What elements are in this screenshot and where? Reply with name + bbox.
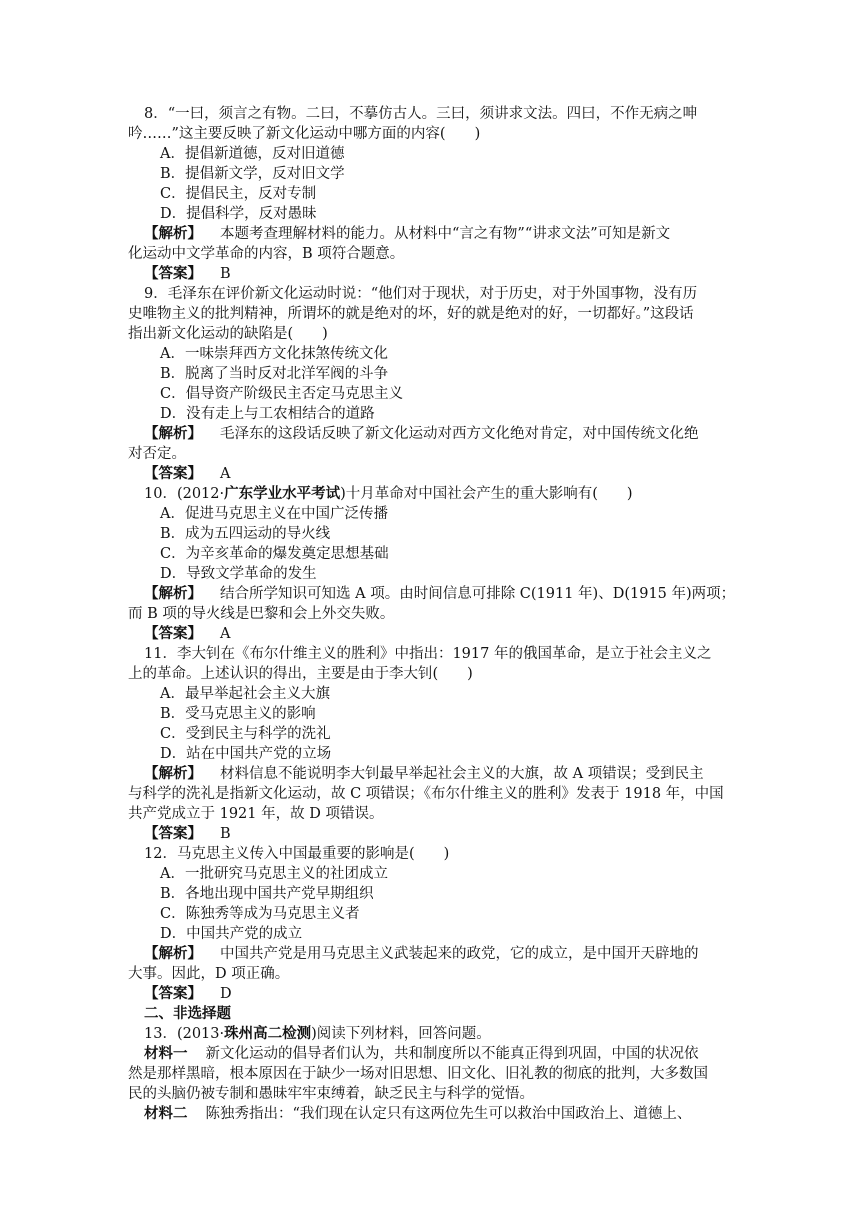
- q8-analysis-line-2: 化运动中文学革命的内容，B 项符合题意。: [128, 246, 405, 262]
- q9-analysis-line-1: [0, 424, 860, 444]
- q11-stem-line-2: 上的革命。上述认识的得出，主要是由于李大钊( ): [128, 666, 473, 682]
- q11-stem-line-1: 11．李大钊在《布尔什维主义的胜利》中指出：1917 年的俄国革命，是立于社会主义之: [144, 646, 712, 662]
- q10-number: 10．(2012·: [144, 486, 225, 502]
- q11-answer: [0, 824, 860, 844]
- q8-stem-line-2: 吟……”这主要反映了新文化运动中哪方面的内容( ): [128, 126, 481, 142]
- q9-analysis-line-2: 对否定。: [128, 446, 186, 462]
- analysis-label: 【解析】: [144, 425, 202, 442]
- answer-label: 【答案】: [144, 265, 202, 282]
- material-label: 材料二: [144, 1105, 188, 1122]
- q9-stem-line-1: 9．毛泽东在评价新文化运动时说：“他们对于现状，对于历史，对于外国事物，没有历: [144, 286, 698, 302]
- q9-option-b: B．脱离了当时反对北洋军阀的斗争: [160, 366, 389, 382]
- q10-answer: [0, 624, 860, 644]
- q12-stem: 12．马克思主义传入中国最重要的影响是( ): [144, 846, 450, 862]
- answer-value: B: [220, 266, 231, 282]
- q11-option-c: C．受到民主与科学的洗礼: [160, 726, 331, 742]
- q10-analysis-line-2: 而 B 项的导火线是巴黎和会上外交失败。: [128, 606, 395, 622]
- q8-option-a: A．提倡新道德，反对旧道德: [160, 146, 345, 162]
- analysis-label: 【解析】: [144, 765, 202, 782]
- q10-option-c: C．为辛亥革命的爆发奠定思想基础: [160, 546, 389, 562]
- material-label: 材料一: [144, 1045, 188, 1062]
- analysis-label: 【解析】: [144, 225, 202, 242]
- q12-analysis-line-1: [0, 944, 860, 964]
- q10-source: 广东学业水平考试: [224, 485, 341, 502]
- answer-value: B: [220, 826, 231, 842]
- answer-value: A: [220, 626, 231, 642]
- q10-stem: [0, 484, 860, 504]
- q11-option-a: A．最早举起社会主义大旗: [160, 686, 330, 702]
- q13-material-1-line-2: 然是那样黑暗，根本原因在于缺少一场对旧思想、旧文化、旧礼教的彻底的批判，大多数国: [128, 1066, 708, 1082]
- answer-label: 【答案】: [144, 625, 202, 642]
- q12-analysis-line-2: 大事。因此，D 项正确。: [128, 966, 290, 982]
- answer-value: D: [220, 986, 232, 1002]
- analysis-text: 结合所学知识可知选 A 项。由时间信息可排除 C(1911 年)、D(1915 年)两项；: [220, 586, 736, 602]
- q13-material-1-line-3: 民的头脑仍被专制和愚昧牢牢束缚着，缺乏民主与科学的觉悟。: [128, 1086, 534, 1102]
- q13-number: 13．(2013·: [144, 1026, 225, 1042]
- q12-answer: [0, 984, 860, 1004]
- q8-option-d: D．提倡科学，反对愚昧: [160, 206, 317, 222]
- answer-label: 【答案】: [144, 825, 202, 842]
- q11-analysis-line-1: [0, 764, 860, 784]
- q11-option-d: D．站在中国共产党的立场: [160, 746, 332, 762]
- q9-option-c: C．倡导资产阶级民主否定马克思主义: [160, 386, 404, 402]
- analysis-text: 毛泽东的这段话反映了新文化运动对西方文化绝对肯定，对中国传统文化绝: [220, 426, 699, 442]
- q8-option-c: C．提倡民主，反对专制: [160, 186, 317, 202]
- q13-stem: [0, 1024, 860, 1044]
- answer-label: 【答案】: [144, 465, 202, 482]
- q10-option-d: D．导致文学革命的发生: [160, 566, 317, 582]
- q8-answer: [0, 264, 860, 284]
- q8-option-b: B．提倡新文学，反对旧文学: [160, 166, 345, 182]
- analysis-text: 材料信息不能说明李大钊最早举起社会主义的大旗，故 A 项错误；受到民主: [220, 766, 704, 782]
- material-text: 陈独秀指出：“我们现在认定只有这两位先生可以救治中国政治上、道德上、: [205, 1106, 692, 1122]
- q9-answer: [0, 464, 860, 484]
- q12-option-b: B．各地出现中国共产党早期组织: [160, 886, 374, 902]
- q13-stem-text: )阅读下列材料，回答问题。: [311, 1026, 491, 1042]
- q13-material-1-line-1: [0, 1044, 860, 1064]
- answer-label: 【答案】: [144, 985, 202, 1002]
- q9-stem-line-3: 指出新文化运动的缺陷是( ): [128, 326, 328, 342]
- q11-analysis-line-3: 共产党成立于 1921 年，故 D 项错误。: [128, 806, 384, 822]
- answer-value: A: [220, 466, 231, 482]
- q13-source: 珠州高二检测: [224, 1025, 312, 1042]
- q8-stem-line-1: 8．“一曰，须言之有物。二曰，不摹仿古人。三曰，须讲求文法。四曰，不作无病之呻: [144, 106, 698, 122]
- q12-option-c: C．陈独秀等成为马克思主义者: [160, 906, 360, 922]
- analysis-text: 中国共产党是用马克思主义武装起来的政党，它的成立，是中国开天辟地的: [220, 946, 699, 962]
- q9-option-a: A．一味崇拜西方文化抹煞传统文化: [160, 346, 388, 362]
- analysis-label: 【解析】: [144, 585, 202, 602]
- section-heading: 二、非选择题: [144, 1005, 231, 1022]
- q8-analysis-line-1: [0, 224, 860, 244]
- q10-stem-text: )十月革命对中国社会产生的重大影响有( ): [340, 486, 633, 502]
- q12-option-d: D．中国共产党的成立: [160, 926, 303, 942]
- material-text: 新文化运动的倡导者们认为，共和制度所以不能真正得到巩固，中国的状况依: [205, 1046, 699, 1062]
- q9-stem-line-2: 史唯物主义的批判精神，所谓坏的就是绝对的坏，好的就是绝对的好，一切都好。”这段话: [128, 306, 694, 322]
- q9-option-d: D．没有走上与工农相结合的道路: [160, 406, 375, 422]
- q10-analysis-line-1: [0, 584, 860, 604]
- q11-analysis-line-2: 与科学的洗礼是指新文化运动，故 C 项错误；《布尔什维主义的胜利》发表于 1918 年，中国: [128, 786, 724, 802]
- q12-option-a: A．一批研究马克思主义的社团成立: [160, 866, 388, 882]
- q10-option-a: A．促进马克思主义在中国广泛传播: [160, 506, 388, 522]
- analysis-label: 【解析】: [144, 945, 202, 962]
- analysis-text: 本题考查理解材料的能力。从材料中“言之有物”“讲求文法”可知是新文: [220, 226, 671, 242]
- q10-option-b: B．成为五四运动的导火线: [160, 526, 331, 542]
- q13-material-2-line-1: [0, 1104, 860, 1124]
- q11-option-b: B．受马克思主义的影响: [160, 706, 316, 722]
